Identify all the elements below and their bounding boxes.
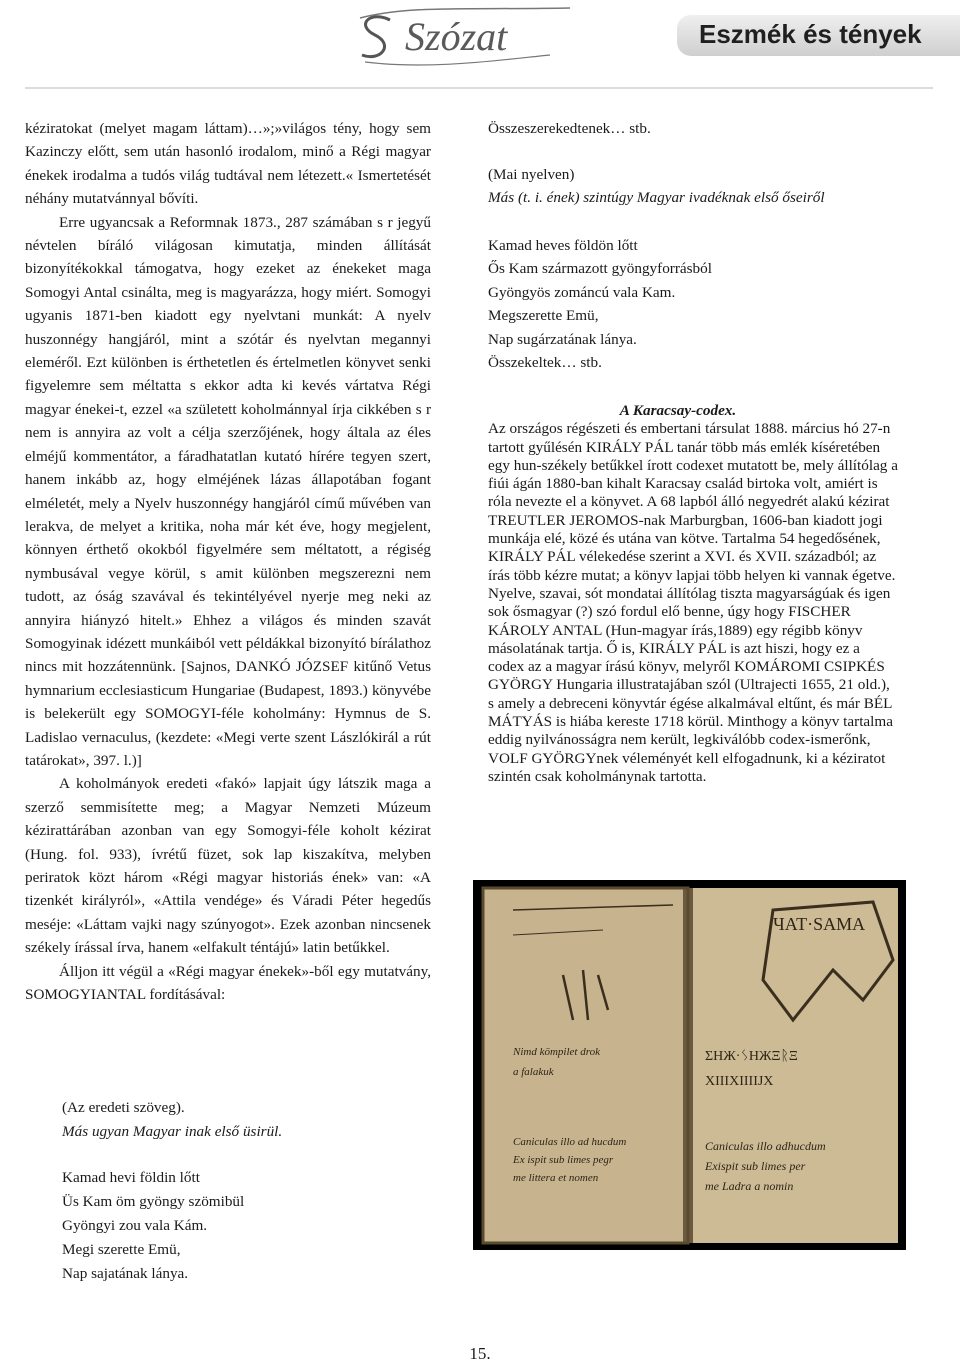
- poem-original-subheading: Más ugyan Magyar inak első üsirül.: [62, 1123, 283, 1140]
- poem-original-lines: [62, 1166, 244, 1286]
- poem-line: Üs Kam öm gyöngy szömibül: [62, 1193, 245, 1210]
- svg-text:me Ladra a nomin: me Ladra a nomin: [705, 1179, 794, 1193]
- modern-line: Gyöngyös zománcú vala Kam.: [488, 283, 676, 301]
- left-column: [25, 117, 431, 1006]
- svg-text:Caniculas illo adhucdum: Caniculas illo adhucdum: [705, 1139, 826, 1153]
- codex-title: A Karacsay-codex.: [619, 402, 737, 419]
- svg-text:a falakuk: a falakuk: [513, 1066, 554, 1078]
- svg-text:Szózat: Szózat: [405, 14, 508, 59]
- paragraph-1: kéziratokat (melyet magam láttam)…»;»világos tény, hogy sem Kazinczy előtt, sem után hasonló irodalom, minő a Régi magyar énekek irodalma a tudós világ tudtával nem létezett.« Ismertetését néhány mutatvánnyal bővíti.: [25, 120, 431, 208]
- codex-photo-image: [473, 880, 906, 1250]
- modern-poem-lines: [488, 234, 908, 374]
- poem-line: Gyöngyi zou vala Kám.: [62, 1217, 208, 1234]
- codex-body: Az országos régészeti és embertani társulat 1888. március hó 27-n tartott gyűlésén KIRÁLY PÁL tanár több más emlék kíséretében egy hun-székely betűkkel írott codexet mutatott be, mely állítólag a fiúi ágán 1880-ban kihalt Karacsay család birtoka volt, amiért is róla nevezte el a könyvet. A 68 lapból álló negyedrét alakú kézirat TREUTLER JEROMOS-nak Marburgban, 1606-ban kiadott jogi munkája elé, közé és utána van kötve. Tartalma 54 hegedősének, KIRÁLY PÁL vélekedése szerint a XVI. és XVII. századból; az írás több kézre mutat; a könyv lapjai több helyen ki vannak égetve. Nyelve, szavai, sót mondatai állítólag tiszta magyarságúak és igen sok ősmagyar (?) szó fordul elő benne, úgy hogy FISCHER KÁROLY ANTAL (Hun-magyar írás,1889) egy régibb könyv másolatának tartja. Ő is, KIRÁLY PÁL is azt hiszi, hogy ez a codex az a magyar írású könyv, melyről KOMÁROMI CSIPKÉS GYÖRGY Hungaria illustratajában szól (Ultrajecti 1655, 21 old.), s amely a debreceni könyvtár égése alkalmával eltűnt, és már BÉL MÁTYÁS is hiába kereste 1718 körül. Minthogy a könyv tartalma eddig nyilvánosságra nem került, legkiválóbb codex-ismerőnk, VOLF GYÖRGYnek véleményét kell elfogadnunk, ki a kéziratot szintén csak koholmánynak tartotta.: [488, 420, 898, 785]
- poem-line: Kamad hevi földin lőtt: [62, 1169, 200, 1186]
- szozat-logo: [350, 0, 580, 75]
- modern-line: Nap sugárzatának lánya.: [488, 330, 637, 348]
- svg-text:me littera et nomen: me littera et nomen: [513, 1172, 599, 1184]
- poem-original-heading: (Az eredeti szöveg).: [62, 1099, 185, 1116]
- poem-continuation: Összeszerekedtenek… stb.: [488, 120, 651, 137]
- paragraph-4: Álljon itt végül a «Régi magyar énekek»-ből egy mutatvány, SOMOGYIANTAL fordításával:: [25, 962, 431, 1004]
- svg-text:ΣHЖ·ᛊHЖΞᚱΞ: ΣHЖ·ᛊHЖΞᚱΞ: [705, 1049, 798, 1064]
- modern-heading-block: [488, 163, 908, 210]
- page-header: [0, 0, 960, 80]
- svg-text:ЧАТ·ЅАМА: ЧАТ·ЅАМА: [773, 914, 866, 934]
- section-tab: [677, 14, 960, 56]
- svg-text:Exispit sub limes per: Exispit sub limes per: [705, 1159, 806, 1173]
- modern-line: Kamad heves földön lőtt: [488, 237, 638, 254]
- codex-photo: [473, 880, 906, 1250]
- svg-text:XIIIXIIIIJX: XIIIXIIIIJX: [705, 1074, 774, 1089]
- svg-text:Caniculas illo ad hucdum: Caniculas illo ad hucdum: [513, 1136, 627, 1148]
- modern-line: Összekeltek… stb.: [488, 354, 602, 372]
- header-rule: [25, 87, 933, 89]
- modern-line: Ős Kam származott gyöngyforrásból: [488, 260, 712, 278]
- page-number: 15.: [469, 1344, 491, 1363]
- section-title: Eszmék és tények: [699, 19, 922, 49]
- right-column-top: [488, 117, 908, 140]
- modern-line: Megszerette Emü,: [488, 307, 599, 325]
- poem-line: Megi szerette Emü,: [62, 1241, 181, 1258]
- svg-text:Nimd kömpilet drok: Nimd kömpilet drok: [513, 1046, 600, 1058]
- paragraph-3: A koholmányok eredeti «fakó» lapjait úgy látszik maga a szerző semmisítette meg; a Magyar Nemzeti Múzeum kézirattárában azonban van egy Somogyi-féle koholt kézirat (Hung. fol. 933), ívrétű füzet, sok lap kiszakítva, melyben periratok közt három «Régi magyar historiás ének» van: «A tizenkét királyról», «Attila vendége» és Váradi Péter hegedűs meséje: «Láttam vajki nagy szúnyogot». Ezek azonban nincsenek székely írással írva, hanem «elfakult téntájú» latin betűkkel.: [25, 775, 431, 957]
- modern-subheading: Más (t. i. ének) szintúgy Magyar ivadéknak első őseiről: [488, 189, 825, 207]
- codex-section: [488, 402, 898, 786]
- poem-line: Nap sajatának lánya.: [62, 1265, 189, 1282]
- paragraph-2: Erre ugyancsak a Reformnak 1873., 287 számában s r jegyű névtelen bíráló világosan kimutatja, minden állítását bizonyítékokkal támogatva, hogy ezeket az énekeket maga Somogyi Antal csinálta, meg is magyarázza, hogy miért. Somogyi ugyanis 1871-ben kiadott egy nyelvtani munkát: A nyelv huszonnégy hangjáról, mint a szótár és nyelvtan megannyi eleméről. Ezt különben is érthetetlen és értelmetlen könyvet senki figyelemre sem méltatta s ekkor adta ki kevés vártatva Régi magyar énekei-t, ezzel «a született koholmánnyal írja cikkében s r nem is annyira az volt a célja szerzőjének, hogy általa az éles elméjű kommentátor, a fáradhatatlan kutató hírére tegyen szert, hanem inkább az, hogy elméjének lázas állapotában fogant elméletét, mely a Nyelv huszonnégy hangjáról című művében van lerakva, de melyet a kritika, noha már két éve, hogy megjelent, könnyen érthető okokból figyelmére sem méltatott, a régiség nymbusával vegye körül, s amit különben megszerezni nem tudott, az óság szavával és tekintélyével nyerje meg neki az annyira hiányzó hitelt.» Ehhez a világos és minden szavát Somogyinak idézett munkáiból vett példákkal bizonyító bírálathoz nincs mit hozzátennünk. [Sajnos, DANKÓ JÓZSEF kitűnő Vetus hymnarium ecclesiasticum Hungariae (Budapest, 1893.) könyvébe is belekerült egy SOMOGYI-féle koholmány: Hymnus de S. Ladislao vernaculus, (kezdete: «Megi verte szent Lászlókirál a rút tatárokat», 397. l.)]: [25, 213, 431, 769]
- modern-heading: (Mai nyelven): [488, 166, 575, 183]
- poem-original-heading-block: [62, 1096, 282, 1144]
- svg-text:Ex ispit sub limes pegr: Ex ispit sub limes pegr: [513, 1154, 614, 1166]
